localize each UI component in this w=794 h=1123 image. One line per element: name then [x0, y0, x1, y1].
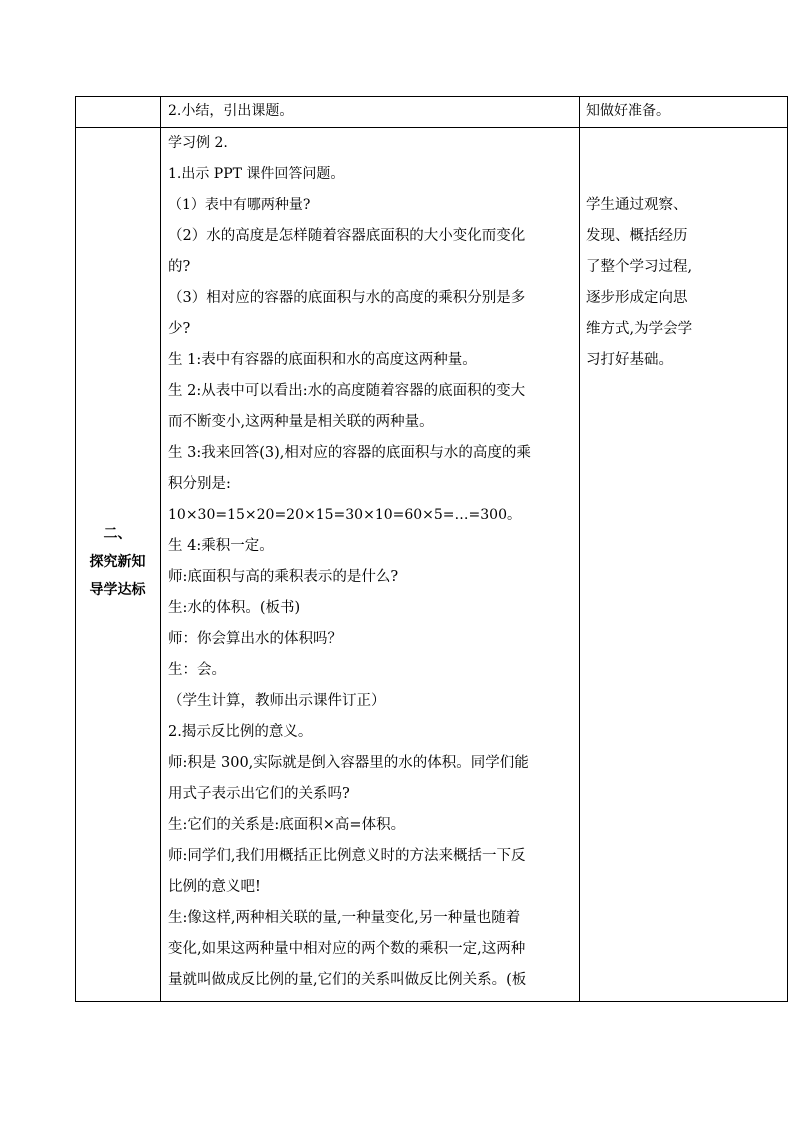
- note-line: 习打好基础。: [586, 352, 673, 368]
- note-line: 逐步形成定向思: [586, 290, 688, 306]
- content-line: 量就叫做成反比例的量,它们的关系叫做反比例关系。(板: [168, 972, 527, 988]
- content-line: 少?: [168, 321, 191, 337]
- content-line: 学习例 2.: [168, 135, 228, 151]
- content-line: 比例的意义吧!: [168, 879, 261, 895]
- content-line: 生 1:表中有容器的底面积和水的高度这两种量。: [168, 352, 477, 368]
- note-line: 学生通过观察、: [586, 197, 688, 213]
- content-line: 而不断变小,这两种量是相关联的两种量。: [168, 414, 434, 430]
- note-line: 发现、概括经历: [586, 228, 688, 244]
- content-line: 生 4:乘积一定。: [168, 538, 274, 554]
- content-line: 生 2:从表中可以看出:水的高度随着容器的底面积的变大: [168, 383, 526, 399]
- content-line: （3）相对应的容器的底面积与水的高度的乘积分别是多: [168, 290, 526, 306]
- note-line: 维方式,为学会学: [586, 321, 693, 337]
- top-row-note: 知做好准备。: [586, 103, 670, 119]
- content-line: 的?: [168, 259, 191, 275]
- table-border-right: [787, 96, 788, 1002]
- top-row-content: 2.小结，引出课题。: [168, 103, 294, 119]
- content-line: （1）表中有哪两种量?: [168, 197, 311, 213]
- column-divider-2: [579, 96, 580, 1002]
- content-line: 生：会。: [168, 662, 226, 678]
- content-line: 生:像这样,两种相关联的量,一种量变化,另一种量也随着: [168, 910, 521, 926]
- lesson-plan-table: [75, 96, 788, 1002]
- section-title-line-2: 导学达标: [89, 582, 146, 598]
- content-line: 生:水的体积。(板书): [168, 600, 301, 616]
- content-line: 积分别是:: [168, 476, 231, 492]
- content-line: 师:底面积与高的乘积表示的是什么?: [168, 569, 399, 585]
- column-divider-1: [160, 96, 161, 1002]
- content-line: 生 3:我来回答(3),相对应的容器的底面积与水的高度的乘: [168, 445, 531, 461]
- content-line: （学生计算，教师出示课件订正）: [168, 693, 386, 709]
- content-line: 1.出示 PPT 课件回答问题。: [168, 166, 345, 182]
- section-title-line-1: 探究新知: [89, 554, 146, 570]
- lesson-content: [168, 128, 531, 996]
- teaching-note: [586, 190, 692, 376]
- note-line: 了整个学习过程,: [586, 259, 693, 275]
- section-number: 二、: [103, 526, 132, 542]
- content-line: 师：你会算出水的体积吗？: [168, 631, 342, 647]
- table-border-bottom: [75, 1001, 788, 1002]
- content-line: 师:同学们,我们用概括正比例意义时的方法来概括一下反: [168, 848, 526, 864]
- content-line: （2）水的高度是怎样随着容器底面积的大小变化而变化: [168, 228, 526, 244]
- content-line: 变化,如果这两种量中相对应的两个数的乘积一定,这两种: [168, 941, 526, 957]
- content-line: 2.揭示反比例的意义。: [168, 724, 313, 740]
- content-line: 用式子表示出它们的关系吗?: [168, 786, 350, 802]
- section-label: [75, 520, 160, 604]
- content-line: 师:积是 300,实际就是倒入容器里的水的体积。同学们能: [168, 755, 529, 771]
- content-line: 生:它们的关系是:底面积×高=体积。: [168, 817, 406, 833]
- content-line: 10×30=15×20=20×15=30×10=60×5=…=300。: [168, 507, 521, 523]
